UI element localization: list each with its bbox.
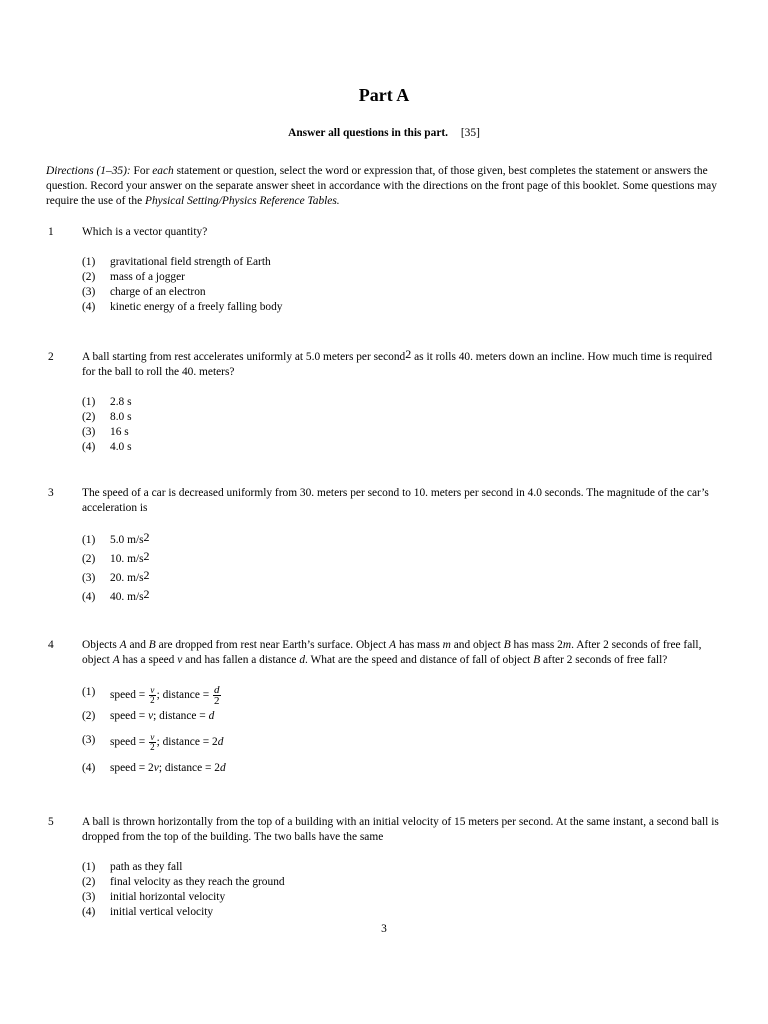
choice-number: (2) xyxy=(82,710,96,722)
question-variable: d xyxy=(299,654,306,666)
question-number: 2 xyxy=(48,351,54,363)
choice-text: 2.8 s xyxy=(110,396,132,408)
question-text-part: has a speed xyxy=(119,654,178,666)
choice-text: initial horizontal velocity xyxy=(110,891,226,903)
speed-fraction xyxy=(149,686,156,705)
superscript: 2 xyxy=(143,587,150,601)
choice-item xyxy=(82,549,726,571)
directions xyxy=(46,164,726,209)
choice-text: final velocity as they reach the ground xyxy=(110,876,285,888)
question-text-part: are dropped from rest near Earth’s surface. Object xyxy=(155,639,390,651)
choice-number: (3) xyxy=(82,891,96,903)
distance-label: ; distance = xyxy=(156,689,213,702)
choice-value: 10. m/s xyxy=(110,553,144,565)
choice-text xyxy=(110,733,223,752)
choice-text: 8.0 s xyxy=(110,411,132,423)
superscript: 2 xyxy=(143,530,150,544)
choice-number: (4) xyxy=(82,591,96,603)
choice-item xyxy=(82,755,726,780)
choice-text: 16 s xyxy=(110,426,129,438)
choice-item xyxy=(82,587,726,609)
distance-fraction xyxy=(213,685,221,706)
question-variable: B xyxy=(503,639,511,651)
choice-list xyxy=(82,860,726,920)
choice-number: (1) xyxy=(82,686,96,698)
question-5 xyxy=(46,815,726,920)
choice-number: (3) xyxy=(82,286,96,298)
choice-list xyxy=(82,530,726,609)
superscript: 2 xyxy=(143,568,150,582)
speed-label: speed = xyxy=(110,710,149,722)
choice-item xyxy=(82,530,726,552)
fraction-denominator: 2 xyxy=(214,695,220,707)
speed-label: speed = 2 xyxy=(110,762,154,774)
fraction-denominator: 2 xyxy=(150,695,155,705)
question-text-part: has mass 2 xyxy=(510,639,563,651)
choice-number: (4) xyxy=(82,301,96,313)
choice-item xyxy=(82,300,726,315)
choice-number: (3) xyxy=(82,426,96,438)
choice-number: (3) xyxy=(82,734,96,746)
question-variable: v xyxy=(177,654,183,666)
question-number: 5 xyxy=(48,816,54,828)
choice-item xyxy=(82,905,726,920)
fraction-numerator: v xyxy=(150,685,155,695)
fraction-numerator: v xyxy=(150,732,155,742)
choice-number: (2) xyxy=(82,876,96,888)
choice-list xyxy=(82,395,726,455)
question-text-part: after 2 seconds of free fall? xyxy=(540,654,668,666)
choice-number: (1) xyxy=(82,396,96,408)
choice-number: (4) xyxy=(82,762,96,774)
choice-number: (4) xyxy=(82,906,96,918)
question-1 xyxy=(46,225,726,315)
choice-item xyxy=(82,270,726,285)
choice-item xyxy=(82,680,726,705)
choice-list xyxy=(82,255,726,315)
choice-text: initial vertical velocity xyxy=(110,906,214,918)
question-variable: m xyxy=(562,639,572,651)
speed-variable: v xyxy=(153,762,159,774)
directions-reference-tables: Physical Setting/Physics Reference Tables. xyxy=(145,195,340,207)
directions-each: each xyxy=(152,165,174,177)
question-text-part: Objects xyxy=(82,639,120,651)
question-text-part: and xyxy=(126,639,149,651)
choice-text: charge of an electron xyxy=(110,286,206,298)
question-text-part: and object xyxy=(450,639,504,651)
choice-text xyxy=(110,709,214,724)
fraction-denominator: 2 xyxy=(150,742,155,752)
question-text xyxy=(82,638,722,668)
speed-variable: v xyxy=(148,710,154,722)
directions-label: Directions (1–35): xyxy=(46,165,131,177)
superscript: 2 xyxy=(143,549,150,563)
choice-item xyxy=(82,730,726,755)
question-variable: A xyxy=(112,654,120,666)
choice-item xyxy=(82,395,726,410)
choice-item xyxy=(82,440,726,455)
distance-label: ; distance = 2 xyxy=(156,736,218,749)
distance-variable: d xyxy=(217,736,224,749)
choice-number: (2) xyxy=(82,411,96,423)
question-2 xyxy=(46,347,726,455)
choice-text: mass of a jogger xyxy=(110,271,185,283)
choice-text xyxy=(110,549,150,567)
choice-item xyxy=(82,705,726,730)
distance-label: ; distance = xyxy=(153,710,209,722)
distance-variable: d xyxy=(219,762,226,774)
choice-text: path as they fall xyxy=(110,861,183,873)
choice-text xyxy=(110,587,150,605)
choice-item xyxy=(82,255,726,270)
fraction-numerator: d xyxy=(214,684,220,696)
directions-text-1: For xyxy=(130,165,153,177)
choice-value: 20. m/s xyxy=(110,572,144,584)
choice-value: 40. m/s xyxy=(110,591,144,603)
choice-text xyxy=(110,568,150,586)
choice-number: (1) xyxy=(82,256,96,268)
page-number: 3 xyxy=(381,923,387,935)
question-text-part: and has fallen a distance xyxy=(182,654,300,666)
question-text-part: . What are the speed and distance of fall of object xyxy=(305,654,534,666)
section-instructions xyxy=(0,126,768,141)
question-3 xyxy=(46,486,726,609)
choice-item xyxy=(82,285,726,300)
question-4 xyxy=(46,638,726,780)
choice-value: 5.0 m/s xyxy=(110,534,144,546)
choice-item xyxy=(82,425,726,440)
choice-text: gravitational field strength of Earth xyxy=(110,256,271,268)
question-text: The speed of a car is decreased uniformly from 30. meters per second to 10. meters per second in 4.0 seconds. The magnitude of the car’s acceleration is xyxy=(82,487,709,514)
question-text: A ball is thrown horizontally from the top of a building with an initial velocity of 15 meters per second. At the same instant, a second ball is dropped from the top of the building. The two balls have the same xyxy=(82,816,719,843)
question-text-part: A ball starting from rest accelerates uniformly at 5.0 meters per second xyxy=(82,351,406,363)
distance-variable: d xyxy=(208,710,215,722)
section-question-count: [35] xyxy=(460,127,480,139)
choice-list xyxy=(82,680,726,780)
choice-number: (4) xyxy=(82,441,96,453)
directions-text-2: statement or question, select the word or expression that, of those given, best completes the statement or answers the question. Record your answer on the separate answer sheet in accordance with the directions on the front page of this booklet. Some questions may require the use of the xyxy=(46,165,717,207)
page-title: Part A xyxy=(358,85,410,105)
choice-number: (2) xyxy=(82,271,96,283)
question-variable: B xyxy=(533,654,541,666)
choice-text: 4.0 s xyxy=(110,441,132,453)
choice-number: (2) xyxy=(82,553,96,565)
choice-number: (1) xyxy=(82,534,96,546)
choice-item xyxy=(82,568,726,590)
question-number: 3 xyxy=(48,487,54,499)
choice-text xyxy=(110,685,222,706)
question-variable: A xyxy=(119,639,127,651)
distance-label: ; distance = 2 xyxy=(158,762,220,774)
speed-label: speed = xyxy=(110,689,149,702)
question-text-part: . After 2 seconds of free fall, object xyxy=(82,639,702,666)
speed-label: speed = xyxy=(110,736,149,749)
choice-number: (1) xyxy=(82,861,96,873)
question-number: 1 xyxy=(48,226,54,238)
question-variable: m xyxy=(442,639,451,651)
choice-item xyxy=(82,860,726,875)
question-text xyxy=(82,347,722,380)
choice-item xyxy=(82,410,726,425)
choice-number: (3) xyxy=(82,572,96,584)
section-instructions-text: Answer all questions in this part. xyxy=(288,127,449,139)
speed-fraction xyxy=(149,733,156,752)
question-variable: A xyxy=(389,639,397,651)
question-variable: B xyxy=(148,639,156,651)
choice-item xyxy=(82,890,726,905)
choice-text xyxy=(110,530,150,548)
choice-item xyxy=(82,875,726,890)
question-text: Which is a vector quantity? xyxy=(82,226,208,238)
question-text-part: as it rolls 40. meters down an incline. How much time is required for the ball to roll the 40. meters? xyxy=(82,351,713,378)
question-text-part: has mass xyxy=(396,639,443,651)
question-number: 4 xyxy=(48,639,54,651)
choice-text xyxy=(110,761,226,776)
superscript: 2 xyxy=(405,347,412,361)
choice-text: kinetic energy of a freely falling body xyxy=(110,301,283,313)
